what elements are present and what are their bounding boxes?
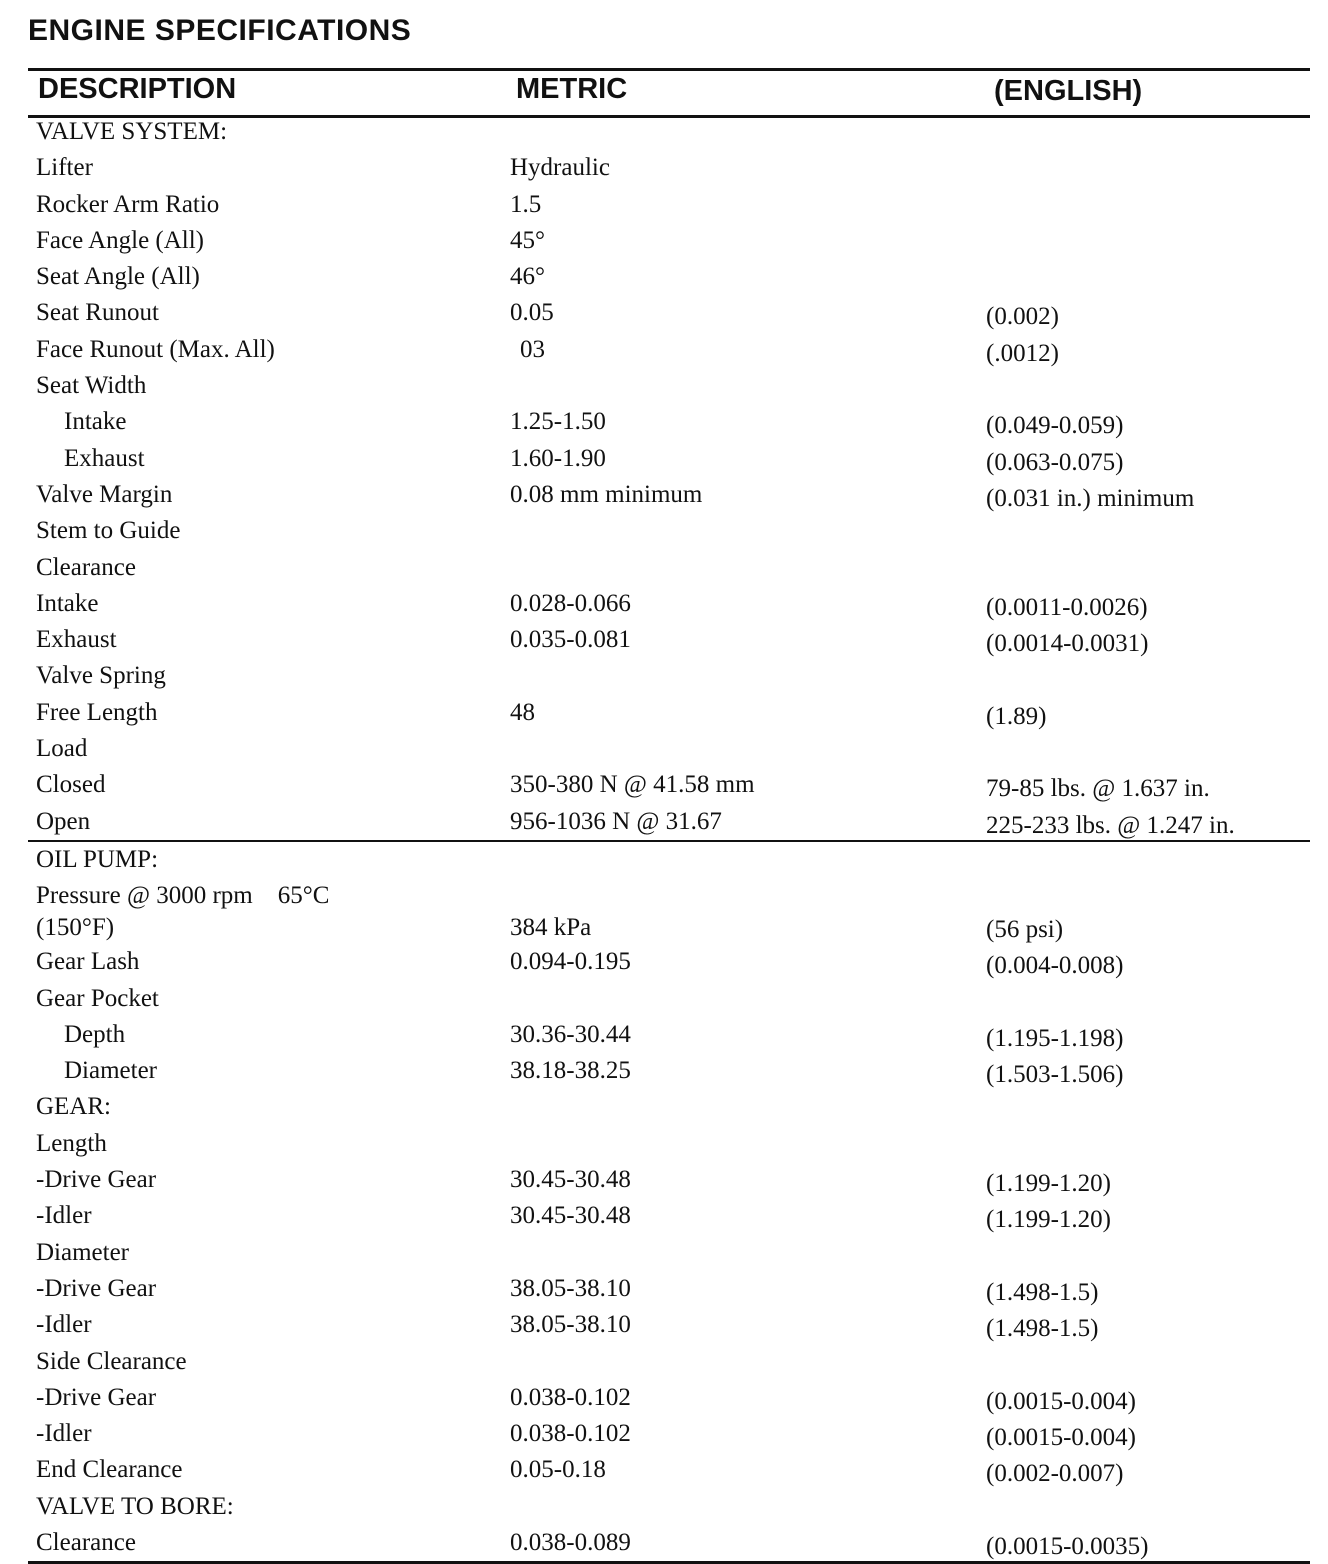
cell-metric: 48 [510,698,535,726]
cell-metric: 0.05 [510,299,554,327]
cell-description: Exhaust [36,626,117,654]
cell-english: (0.0015-0.004) [986,1424,1136,1452]
cell-description: Valve Spring [36,662,166,690]
cell-description: Load [36,735,88,763]
table-row [28,477,1310,513]
cell-metric: 1.60-1.90 [510,444,606,472]
cell-english: (0.031 in.) minimum [986,484,1195,512]
table-row [28,842,1310,878]
table-row [28,622,1310,658]
cell-description: Clearance [36,553,136,581]
table-row [28,223,1310,259]
cell-description: -Idler [36,1311,92,1339]
table-row [28,767,1310,803]
table-row [28,981,1310,1017]
table-row [28,332,1310,368]
cell-metric: 30.45-30.48 [510,1166,631,1194]
cell-metric: 46° [510,263,545,291]
cell-metric: 38.05-38.10 [510,1274,631,1302]
table-row [28,695,1310,731]
cell-description: Open [36,807,91,835]
table-row [28,731,1310,767]
table-row [28,878,1310,944]
cell-metric: Hydraulic [510,154,610,182]
cell-metric: 0.038-0.089 [510,1528,631,1556]
cell-english: (1.199-1.20) [986,1206,1111,1234]
cell-metric: 0.028-0.066 [510,589,631,617]
cell-metric: 0.08 mm minimum [510,480,703,508]
cell-description: Seat Runout [36,299,159,327]
cell-description: Intake [64,408,127,436]
cell-english: (0.002-0.007) [986,1460,1124,1488]
table-row [28,513,1310,549]
cell-description: -Drive Gear [36,1166,157,1194]
table-row [28,658,1310,694]
cell-metric: 30.45-30.48 [510,1202,631,1230]
cell-metric: 0.094-0.195 [510,948,631,976]
cell-metric: 350-380 N @ 41.58 mm [510,771,755,799]
table-row [28,1126,1310,1162]
cell-metric: 30.36-30.44 [510,1020,631,1048]
table-row [28,259,1310,295]
cell-description: Gear Pocket [36,984,159,1012]
cell-metric: 03 [520,335,545,363]
cell-description: Seat Angle (All) [36,263,200,291]
table-header [28,68,1310,118]
cell-metric: 45° [510,226,545,254]
table-row [28,295,1310,331]
cell-description: Side Clearance [36,1347,187,1375]
cell-metric: 384 kPa [510,914,592,942]
table-row [28,1307,1310,1343]
cell-english: (0.004-0.008) [986,952,1124,980]
table-row [28,1416,1310,1452]
cell-description: Pressure @ 3000 rpm 65°C (150°F) [36,882,330,942]
table-row [28,368,1310,404]
cell-metric: 38.05-38.10 [510,1311,631,1339]
cell-english: 79-85 lbs. @ 1.637 in. [986,775,1210,803]
cell-description: Stem to Guide [36,517,181,545]
table-row [28,404,1310,440]
table-row [28,1489,1310,1525]
column-header-metric: METRIC [516,73,628,105]
cell-metric: 1.25-1.50 [510,408,606,436]
cell-description: Diameter [64,1057,158,1085]
table-row [28,1198,1310,1234]
table-row [28,1017,1310,1053]
cell-english: (0.002) [986,303,1059,331]
table-row [28,1525,1310,1564]
table-row [28,1344,1310,1380]
cell-description: Closed [36,771,106,799]
cell-english: 225-233 lbs. @ 1.247 in. [986,811,1235,839]
cell-metric: 956-1036 N @ 31.67 [510,807,722,835]
cell-description: VALVE TO BORE: [36,1492,234,1520]
cell-description: Clearance [36,1528,136,1556]
table-row [28,1380,1310,1416]
cell-english: (1.199-1.20) [986,1170,1111,1198]
cell-metric: 0.038-0.102 [510,1383,631,1411]
cell-description: End Clearance [36,1456,183,1484]
column-header-english: (ENGLISH) [994,75,1143,107]
cell-english: (0.049-0.059) [986,412,1124,440]
table-row [28,1235,1310,1271]
cell-description: Rocker Arm Ratio [36,190,220,218]
cell-description: Valve Margin [36,480,173,508]
cell-description: -Drive Gear [36,1383,157,1411]
cell-description: Lifter [36,154,93,182]
cell-description: Face Angle (All) [36,226,205,254]
cell-description: Gear Lash [36,948,140,976]
table-row [28,1162,1310,1198]
column-header-description: DESCRIPTION [38,73,237,105]
table-row [28,1452,1310,1488]
cell-description: GEAR: [36,1093,111,1121]
cell-description: Free Length [36,698,158,726]
cell-metric: 0.035-0.081 [510,626,631,654]
cell-english: (.0012) [986,339,1059,367]
table-row [28,944,1310,980]
cell-description: Diameter [36,1238,130,1266]
cell-description: Exhaust [64,444,145,472]
cell-description: Length [36,1129,107,1157]
cell-english: (1.498-1.5) [986,1315,1099,1343]
cell-english: (0.0015-0.0035) [986,1532,1149,1560]
cell-english: (1.498-1.5) [986,1278,1099,1306]
page-title: ENGINE SPECIFICATIONS [28,14,412,47]
cell-metric: 0.05-0.18 [510,1456,606,1484]
table-row [28,1053,1310,1089]
cell-description: VALVE SYSTEM: [36,118,228,145]
cell-description: OIL PUMP: [36,845,159,873]
cell-metric: 38.18-38.25 [510,1057,631,1085]
cell-english: (0.0014-0.0031) [986,630,1149,658]
cell-english: (0.0011-0.0026) [986,593,1148,621]
cell-description: -Drive Gear [36,1274,157,1302]
table-row [28,586,1310,622]
cell-english: (0.0015-0.004) [986,1387,1136,1415]
table-row [28,1089,1310,1125]
cell-description: Face Runout (Max. All) [36,335,275,363]
cell-description: Seat Width [36,372,147,400]
table-row [28,114,1310,150]
cell-description: Depth [64,1020,126,1048]
table-row [28,441,1310,477]
table-row [28,187,1310,223]
table-row [28,1271,1310,1307]
cell-english: (0.063-0.075) [986,448,1124,476]
cell-english: (56 psi) [986,916,1064,944]
cell-english: (1.195-1.198) [986,1024,1124,1052]
cell-description: Intake [36,589,99,617]
cell-metric: 1.5 [510,190,542,218]
specifications-table [28,114,1310,1564]
table-row [28,550,1310,586]
cell-description: -Idler [36,1420,92,1448]
cell-description: -Idler [36,1202,92,1230]
table-row [28,150,1310,186]
cell-english: (1.89) [986,702,1047,730]
cell-english: (1.503-1.506) [986,1061,1124,1089]
cell-metric: 0.038-0.102 [510,1420,631,1448]
table-row [28,804,1310,842]
